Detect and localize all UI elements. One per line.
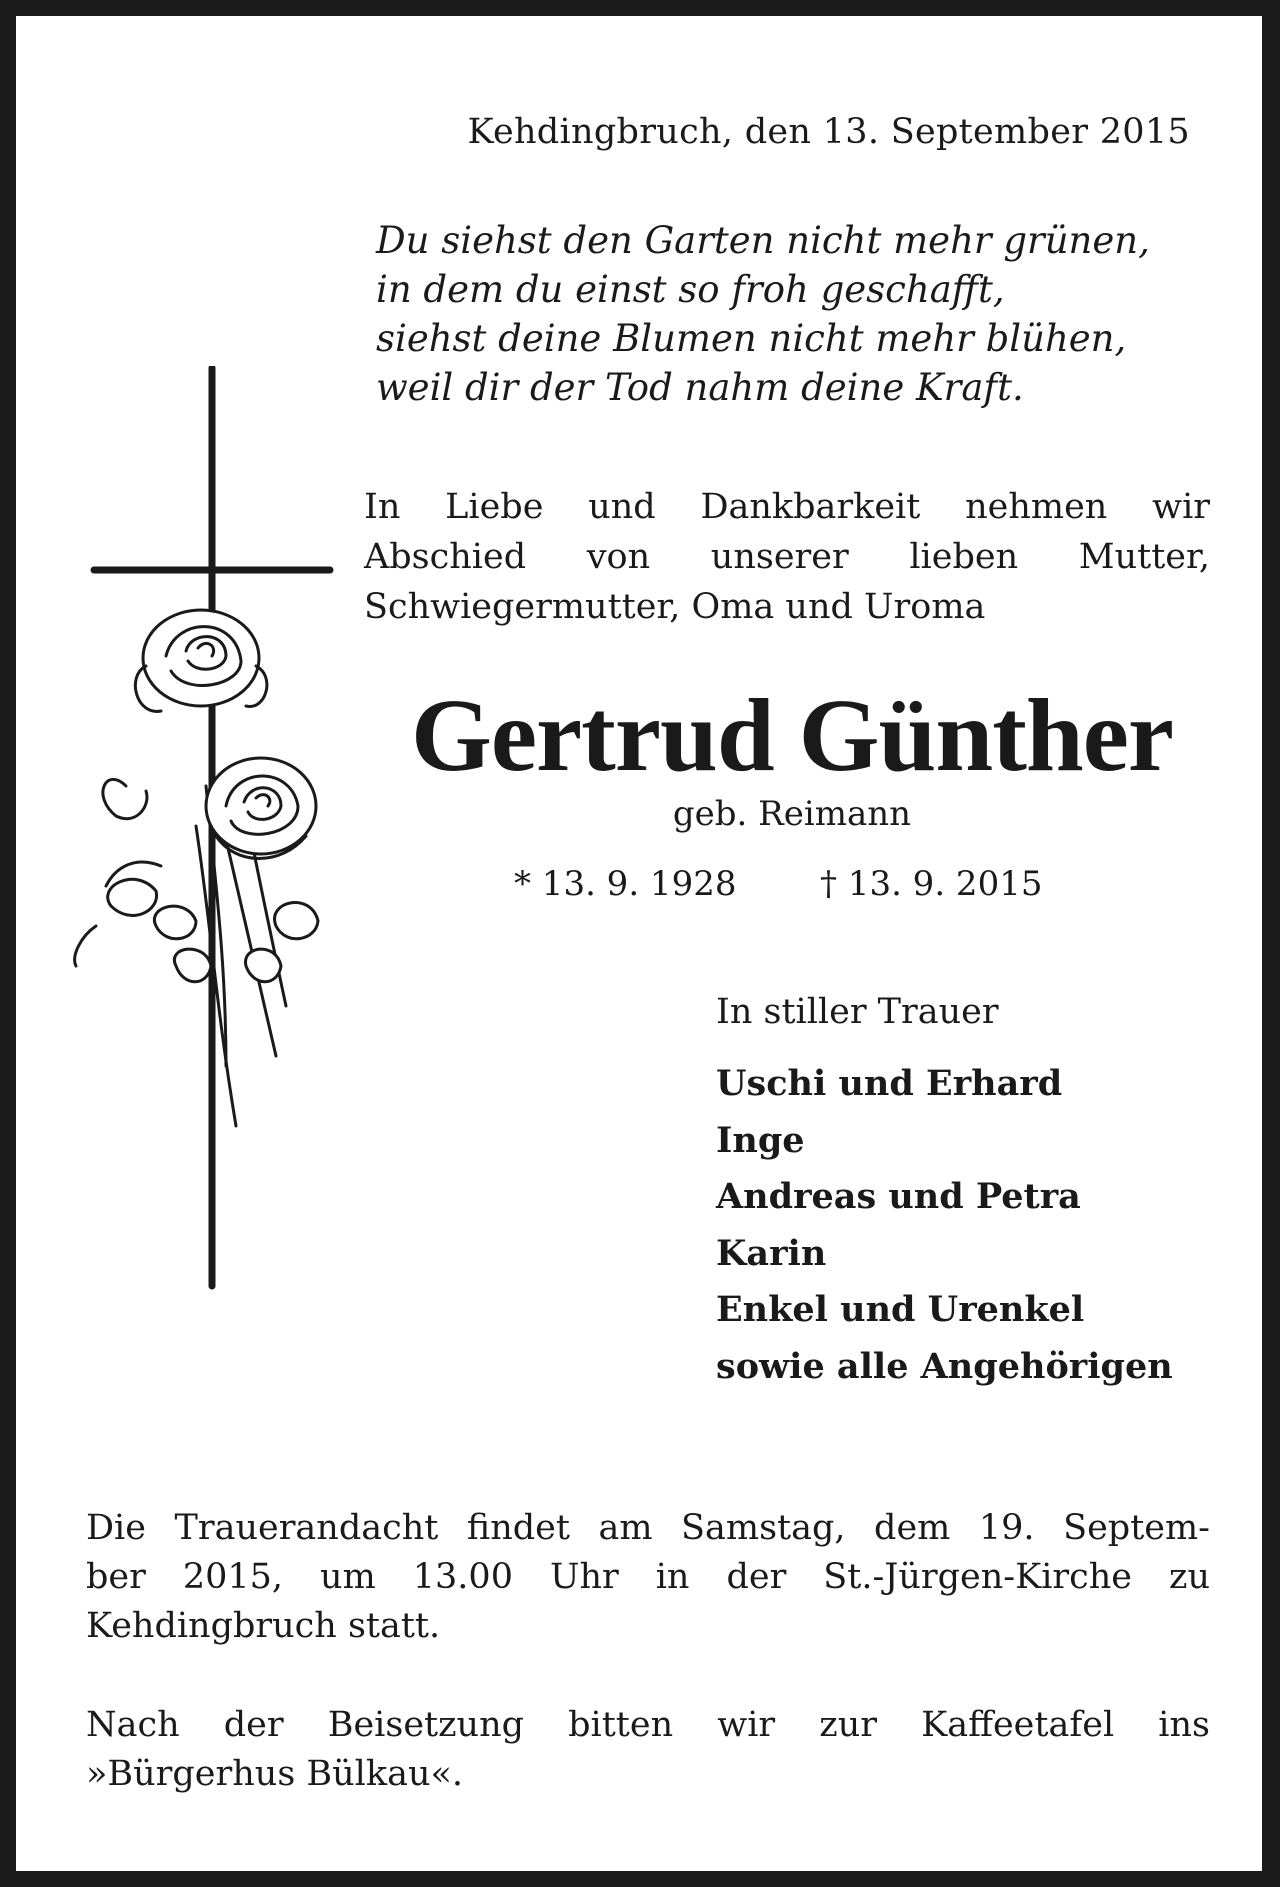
mourner-name: Andreas und Petra xyxy=(716,1176,1081,1217)
service-line: Die Trauerandacht findet am Samstag, dem 19. Septem- xyxy=(86,1508,1210,1548)
service-line: Kehdingbruch statt. xyxy=(86,1606,441,1646)
mourner-name: Karin xyxy=(716,1232,827,1274)
birth-date: * 13. 9. 1928 xyxy=(514,864,737,904)
reception-line: »Bürgerhus Bülkau«. xyxy=(86,1754,464,1794)
service-info xyxy=(86,1504,1210,1651)
death-date: † 13. 9. 2015 xyxy=(820,864,1043,904)
deceased-name: Gertrud Günther xyxy=(410,678,1174,793)
memorial-poem xyxy=(376,216,1216,412)
farewell-intro xyxy=(364,482,1210,632)
reception-line: Nach der Beisetzung bitten wir zur Kaffeetafel ins xyxy=(86,1705,1210,1745)
mourner-name: Uschi und Erhard xyxy=(716,1063,1063,1104)
cross-with-roses-icon xyxy=(66,366,356,1296)
mourner-name: sowie alle Angehörigen xyxy=(716,1345,1173,1387)
mourner-name: Inge xyxy=(716,1119,805,1161)
intro-line: Schwiegermutter, Oma und Uroma xyxy=(364,587,986,627)
reception-info xyxy=(86,1701,1210,1799)
mourners-list xyxy=(716,1056,1173,1395)
poem-line: weil dir der Tod nahm deine Kraft. xyxy=(376,366,1024,409)
intro-line: Abschied von unserer lieben Mutter, xyxy=(364,537,1210,577)
poem-line: in dem du einst so froh geschafft, xyxy=(376,268,1005,311)
date-line: Kehdingbruch, den 13. September 2015 xyxy=(467,112,1190,152)
mourning-heading: In stiller Trauer xyxy=(716,992,999,1032)
service-line: ber 2015, um 13.00 Uhr in der St.-Jürgen-Kirche zu xyxy=(86,1557,1210,1597)
intro-line: In Liebe und Dankbarkeit nehmen wir xyxy=(364,487,1210,527)
mourner-name: Enkel und Urenkel xyxy=(716,1289,1085,1330)
obituary-notice xyxy=(16,16,1262,1871)
maiden-name: geb. Reimann xyxy=(672,794,912,834)
poem-line: siehst deine Blumen nicht mehr blühen, xyxy=(376,317,1127,360)
poem-line: Du siehst den Garten nicht mehr grünen, xyxy=(376,219,1150,262)
